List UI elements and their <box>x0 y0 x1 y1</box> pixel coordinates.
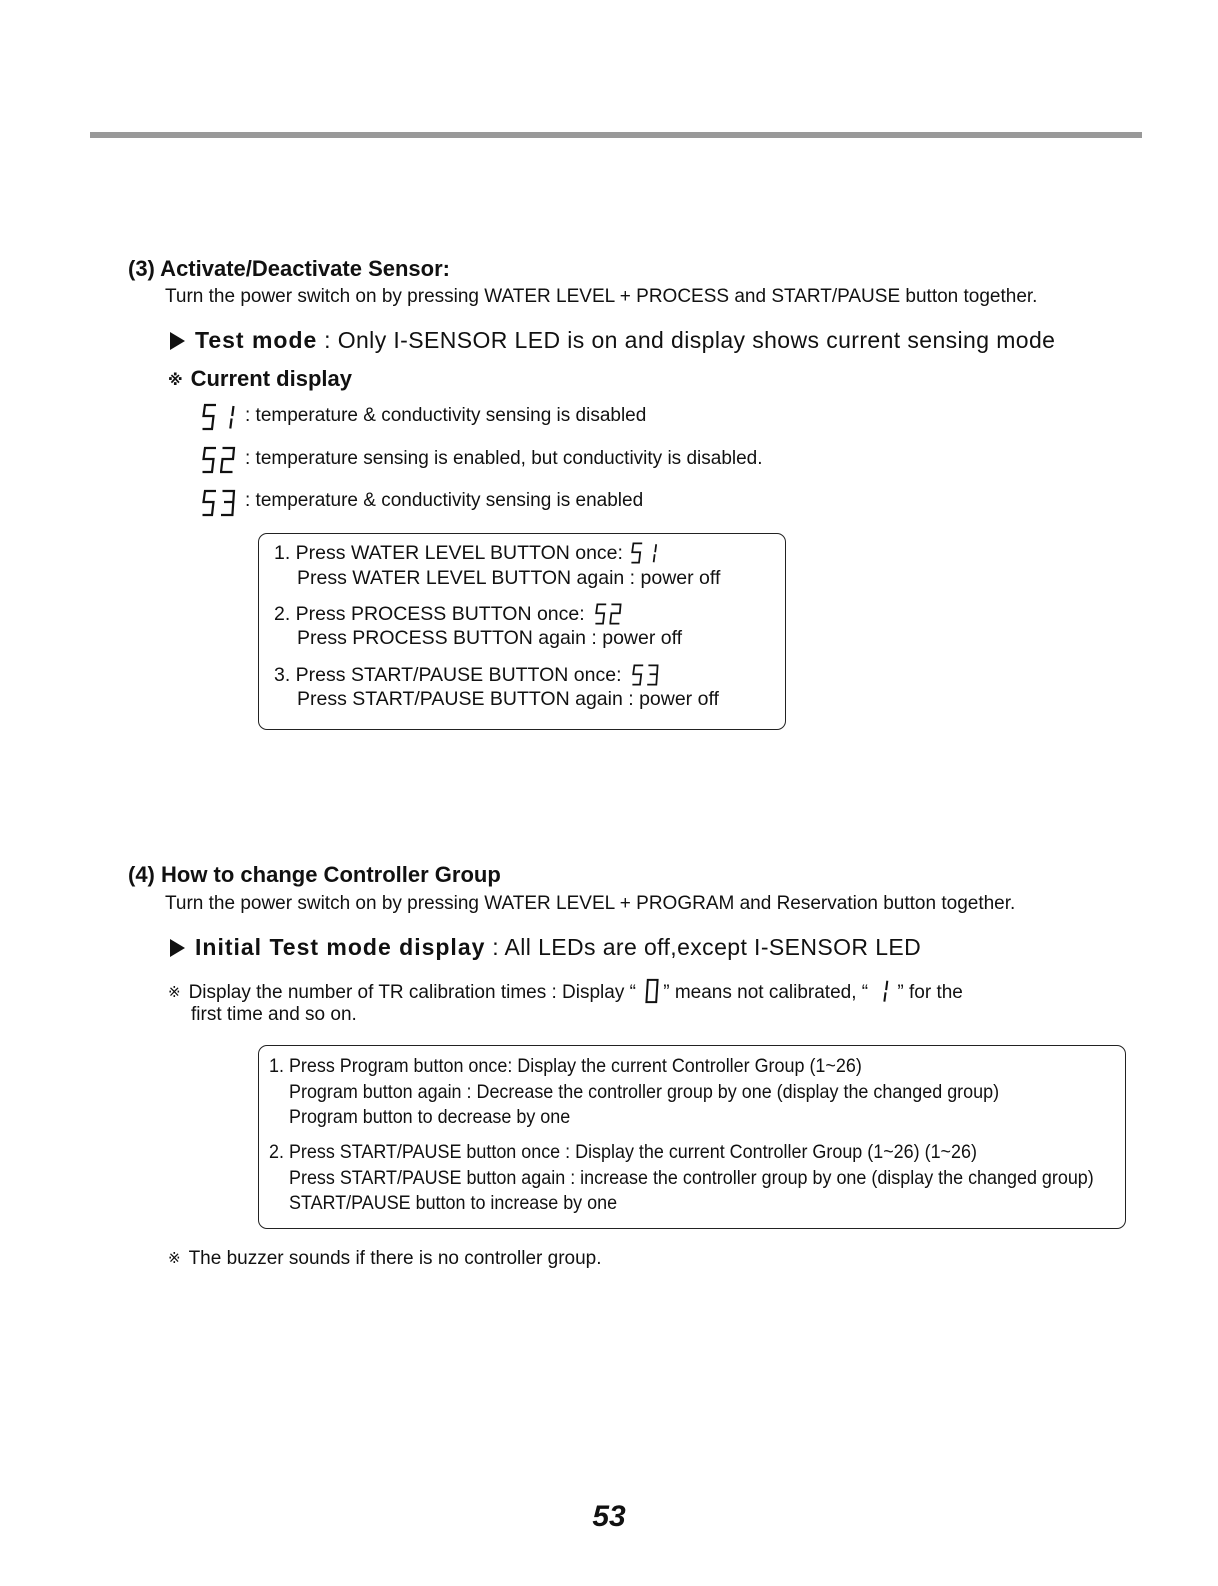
display-s2-icon <box>594 602 628 626</box>
current-display-heading-line <box>168 366 352 392</box>
initial-mode-label: Initial Test mode display <box>195 934 486 960</box>
sensor-steps-box <box>258 533 786 730</box>
controller-step-1-line1: 1. Press Program button once: Display the current Controller Group (1~26) <box>269 1055 862 1077</box>
buzzer-note-line <box>168 1248 602 1270</box>
code-row-s1 <box>202 402 242 434</box>
display-s2-icon <box>202 445 242 475</box>
code-s1-text: : temperature & conductivity sensing is disabled <box>245 405 647 426</box>
sensor-step-3-text: 3. Press START/PAUSE BUTTON once: <box>274 664 622 686</box>
top-rule <box>90 132 1142 138</box>
controller-steps-box <box>258 1045 1126 1229</box>
display-s1-icon <box>630 541 664 565</box>
code-s2-text: : temperature sensing is enabled, but conductivity is disabled. <box>245 448 763 469</box>
sensor-step-3-line2: Press START/PAUSE BUTTON again : power off <box>297 688 719 710</box>
sensor-step-2-line1 <box>274 602 628 626</box>
calibration-note-line1 <box>168 978 963 1004</box>
triangle-bullet-icon <box>170 939 185 957</box>
page-number: 53 <box>592 1500 626 1533</box>
code-s3-text: : temperature & conductivity sensing is enabled <box>245 490 644 511</box>
sensor-step-3-line1 <box>274 663 665 687</box>
controller-step-2-line2: Press START/PAUSE button again : increase the controller group by one (display the changed group) <box>289 1167 1094 1189</box>
section4-heading: (4) How to change Controller Group <box>128 862 501 887</box>
triangle-bullet-icon <box>170 332 185 350</box>
calibration-note-part3: ” for the <box>897 982 963 1003</box>
section3-heading: (3) Activate/Deactivate Sensor: <box>128 256 450 281</box>
sensor-step-2-line2: Press PROCESS BUTTON again : power off <box>297 627 683 649</box>
controller-step-2-line1: 2. Press START/PAUSE button once : Display the current Controller Group (1~26) (1~26) <box>269 1141 977 1163</box>
display-one-icon <box>879 978 891 1004</box>
buzzer-note: The buzzer sounds if there is no controller group. <box>188 1248 602 1269</box>
display-zero-icon <box>643 978 661 1004</box>
sensor-step-1-line1 <box>274 541 664 565</box>
calibration-note-line2: first time and so on. <box>191 1004 357 1025</box>
controller-step-2-line3: START/PAUSE button to increase by one <box>289 1192 618 1214</box>
calibration-note-part1: Display the number of TR calibration times : Display “ <box>188 982 636 1003</box>
sensor-step-1-line2: Press WATER LEVEL BUTTON again : power off <box>297 567 721 589</box>
display-s3-icon <box>202 488 242 518</box>
test-mode-line <box>170 327 1055 354</box>
initial-mode-line <box>170 934 921 961</box>
reference-mark-icon: ※ <box>168 984 181 1001</box>
sensor-step-1-text: 1. Press WATER LEVEL BUTTON once: <box>274 542 623 564</box>
controller-step-1-line3: Program button to decrease by one <box>289 1106 571 1128</box>
test-mode-label: Test mode <box>195 327 318 353</box>
code-row-s3 <box>202 488 242 520</box>
reference-mark-icon: ※ <box>168 372 183 389</box>
section4-instruction: Turn the power switch on by pressing WATER LEVEL + PROGRAM and Reservation button together. <box>165 893 1016 914</box>
controller-step-1-line2: Program button again : Decrease the controller group by one (display the changed group) <box>289 1081 1000 1103</box>
reference-mark-icon: ※ <box>168 1250 181 1267</box>
display-s3-icon <box>631 663 665 687</box>
section3-instruction: Turn the power switch on by pressing WATER LEVEL + PROCESS and START/PAUSE button together. <box>165 286 1038 307</box>
test-mode-text: : Only I-SENSOR LED is on and display shows current sensing mode <box>317 327 1056 353</box>
current-display-heading: Current display <box>190 366 352 391</box>
initial-mode-text: : All LEDs are off,except I-SENSOR LED <box>485 934 922 960</box>
display-s1-icon <box>202 402 242 432</box>
sensor-step-2-text: 2. Press PROCESS BUTTON once: <box>274 603 585 625</box>
calibration-note-part2: ” means not calibrated, “ <box>663 982 869 1003</box>
code-row-s2 <box>202 445 242 477</box>
